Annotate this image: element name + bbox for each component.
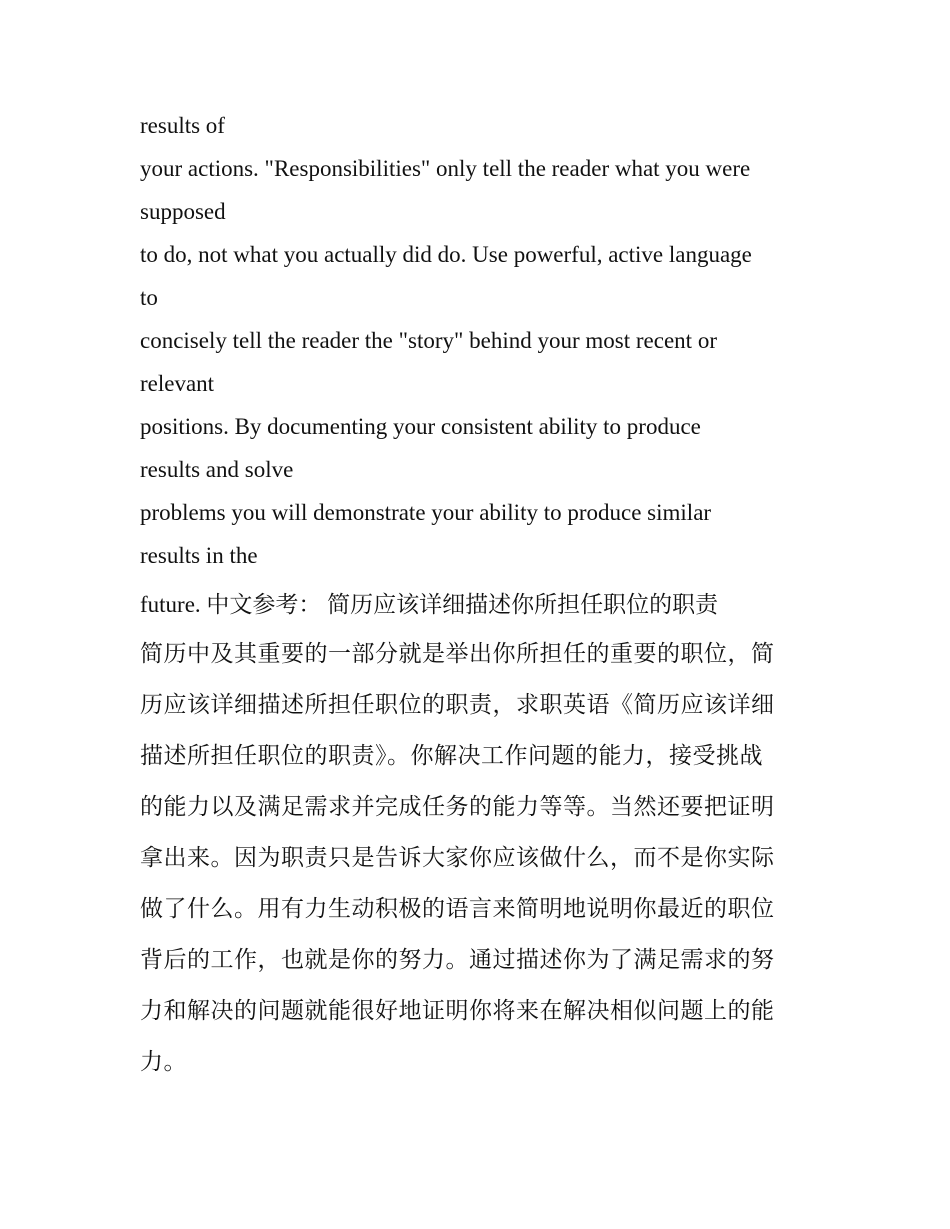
text-line: results of (140, 113, 225, 138)
text-line-chinese: 做了什么。用有力生动积极的语言来简明地说明你最近的职位 (140, 896, 775, 922)
text-line-chinese: 拿出来。因为职责只是告诉大家你应该做什么，而不是你实际 (140, 845, 775, 871)
text-line: concisely tell the reader the "story" behind your most recent or (140, 328, 717, 353)
text-line-chinese: 力和解决的问题就能很好地证明你将来在解决相似问题上的能 (140, 998, 775, 1024)
text-line-chinese: 简历中及其重要的一部分就是举出你所担任的重要的职位，简 (140, 641, 775, 667)
text-line: to do, not what you actually did do. Use powerful, active language (140, 242, 752, 267)
text-line: positions. By documenting your consistent ability to produce (140, 414, 701, 439)
text-line: results in the (140, 543, 258, 568)
text-line: relevant (140, 371, 215, 396)
text-line: to (140, 285, 158, 310)
text-line-chinese: 的能力以及满足需求并完成任务的能力等等。当然还要把证明 (140, 794, 775, 820)
text-line-chinese: 力。 (140, 1049, 187, 1075)
text-line: results and solve (140, 457, 294, 482)
text-line-mixed: future. 中文参考： 简历应该详细描述你所担任职位的职责 (140, 592, 719, 617)
text-line-chinese: 历应该详细描述所担任职位的职责，求职英语《简历应该详细 (140, 692, 775, 718)
text-line-chinese: 背后的工作，也就是你的努力。通过描述你为了满足需求的努 (140, 947, 775, 973)
text-line-chinese: 描述所担任职位的职责》。你解决工作问题的能力，接受挑战 (140, 743, 763, 769)
body-text (140, 104, 820, 1088)
text-line: problems you will demonstrate your ability to produce similar (140, 500, 712, 525)
text-line: your actions. "Responsibilities" only tell the reader what you were (140, 156, 751, 181)
text-line: supposed (140, 199, 226, 224)
